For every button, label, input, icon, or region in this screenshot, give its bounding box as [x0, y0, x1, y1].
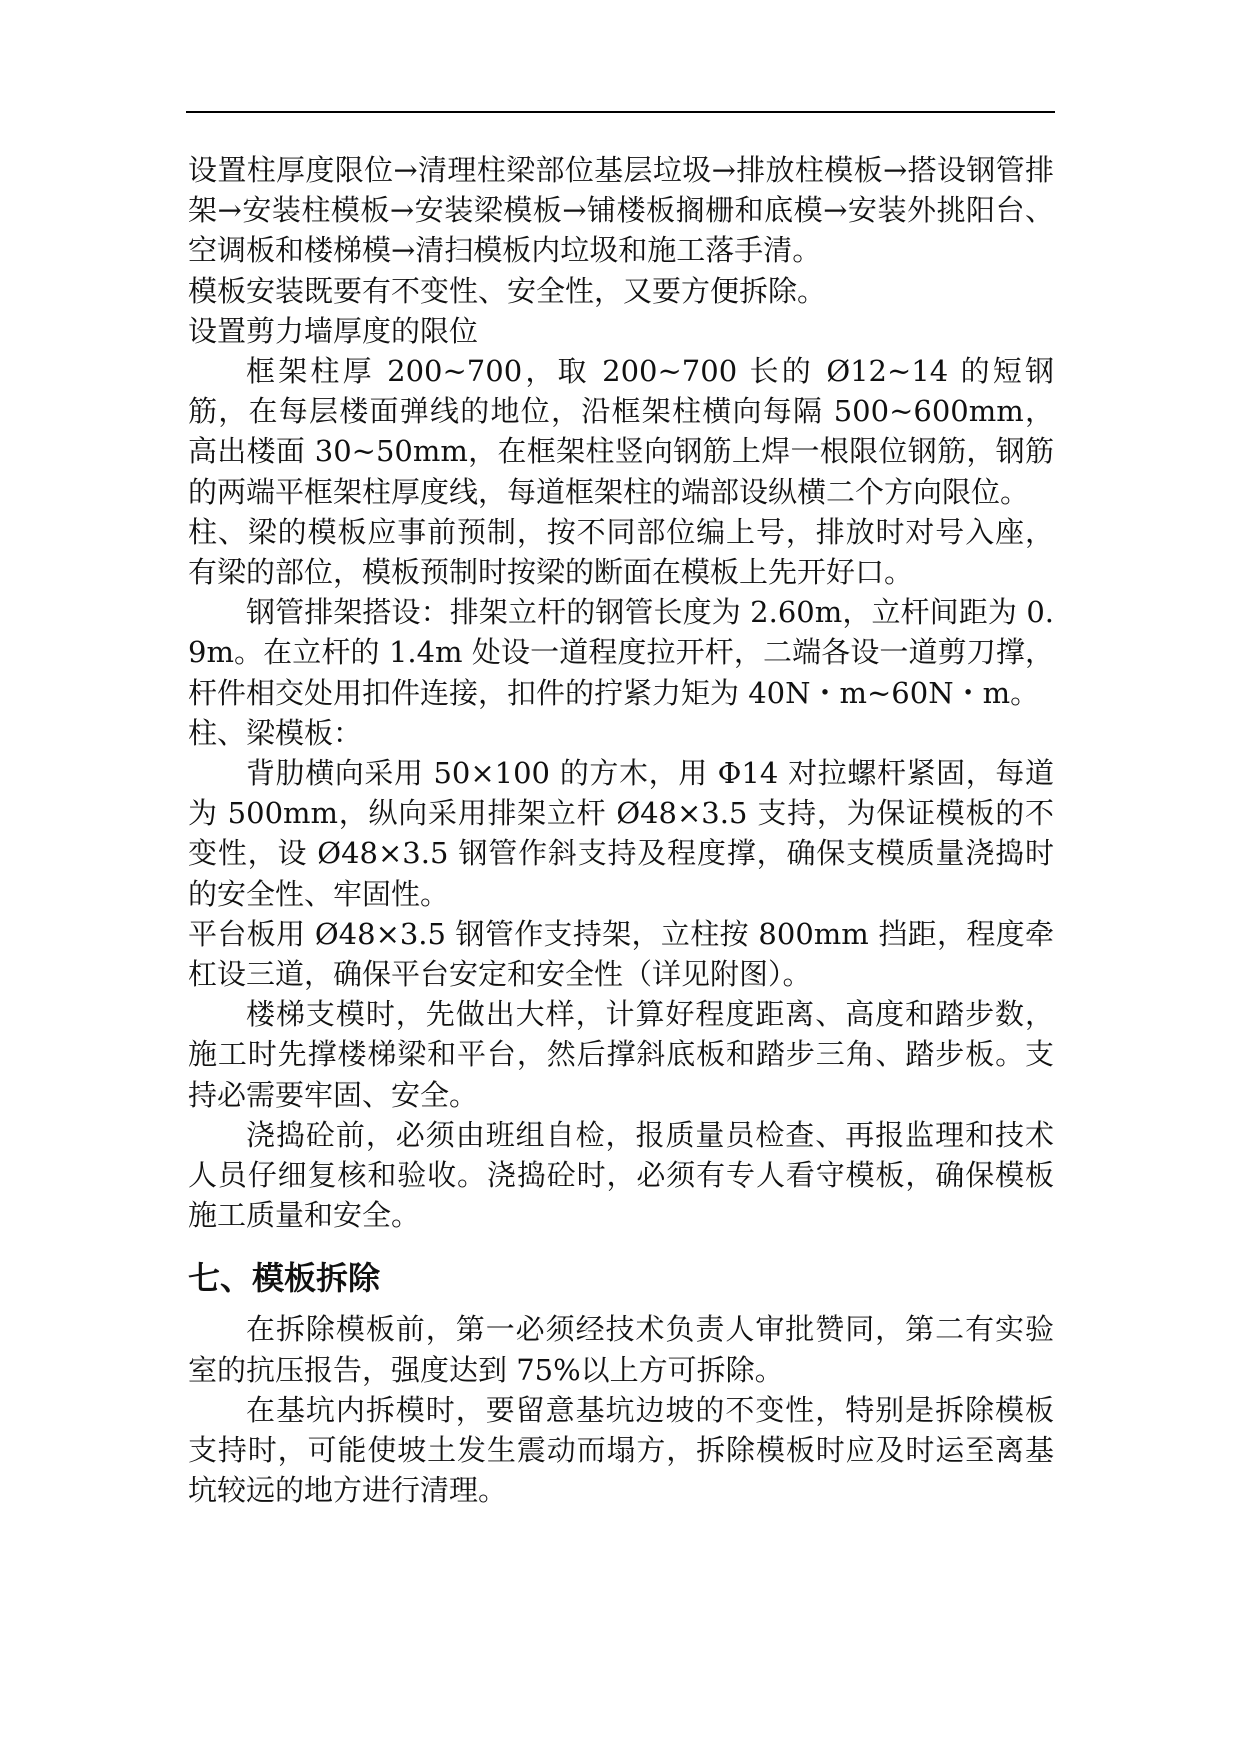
- paragraph-shear-wall-limit-title: 设置剪力墙厚度的限位: [188, 313, 479, 348]
- paragraph-install-requirement: 模板安装既要有不变性、安全性，又要方便拆除。: [188, 273, 827, 308]
- document-body: [188, 150, 1054, 1511]
- paragraph-before-pouring: 浇捣砼前，必须由班组自检，报质量员检查、再报监理和技术人员仔细复核和验收。浇捣砼时，必须有专人看守模板，确保模板施工质量和安全。: [188, 1117, 1054, 1233]
- paragraph-removal-approval: 在拆除模板前，第一必须经技术负责人审批赞同，第二有实验室的抗压报告，强度达到 75%以上方可拆除。: [188, 1312, 1054, 1387]
- paragraph-column-beam-title: 柱、梁模板：: [188, 715, 363, 750]
- paragraph-stair-formwork: 楼梯支模时，先做出大样，计算好程度距离、高度和踏步数，施工时先撑楼梯梁和平台，然后撑斜底板和踏步三角、踏步板。支持必需要牢固、安全。: [188, 997, 1054, 1112]
- paragraph-scaffold: 钢管排架搭设：排架立杆的钢管长度为 2.60m，立杆间距为 0.9m。在立杆的 1.4m 处设一道程度拉开杆，二端各设一道剪刀撑，杆件相交处用扣件连接，扣件的拧紧力矩为 40N・m~60N・m。: [188, 595, 1054, 710]
- header-rule: [186, 111, 1055, 113]
- paragraph-platform-slab: 平台板用 Ø48×3.5 钢管作支持架，立柱按 800mm 挡距，程度牵杠设三道，确保平台安定和安全性（详见附图）。: [188, 916, 1054, 992]
- paragraph-column-limit: 框架柱厚 200~700，取 200~700 长的 Ø12~14 的短钢筋，在每层楼面弹线的地位，沿框架柱横向每隔 500~600mm，高出楼面 30~50mm，在框架柱竖向钢筋上焊一根限位钢筋，钢筋的两端平框架柱厚度线，每道框架柱的端部设纵横二个方向限位。: [188, 354, 1054, 509]
- paragraph-process-sequence: 设置柱厚度限位→清理柱梁部位基层垃圾→排放柱模板→搭设钢管排架→安装柱模板→安装梁模板→铺楼板搁栅和底模→安装外挑阳台、空调板和楼梯模→清扫模板内垃圾和施工落手清。: [188, 153, 1054, 268]
- paragraph-backing-ribs: 背肋横向采用 50×100 的方木，用 Φ14 对拉螺杆紧固，每道为 500mm，纵向采用排架立杆 Ø48×3.5 支持，为保证模板的不变性，设 Ø48×3.5 钢管作斜支持及程度撑，确保支模质量浇捣时的安全性、牢固性。: [188, 756, 1054, 911]
- section-heading: 七、模板拆除: [188, 1259, 381, 1298]
- paragraph-prefabrication: 柱、梁的模板应事前预制，按不同部位编上号，排放时对号入座，有梁的部位，模板预制时按梁的断面在模板上先开好口。: [188, 514, 1054, 590]
- paragraph-pit-removal: 在基坑内拆模时，要留意基坑边坡的不变性，特别是拆除模板支持时，可能使坡土发生震动而塌方，拆除模板时应及时运至离基坑较远的地方进行清理。: [188, 1392, 1054, 1508]
